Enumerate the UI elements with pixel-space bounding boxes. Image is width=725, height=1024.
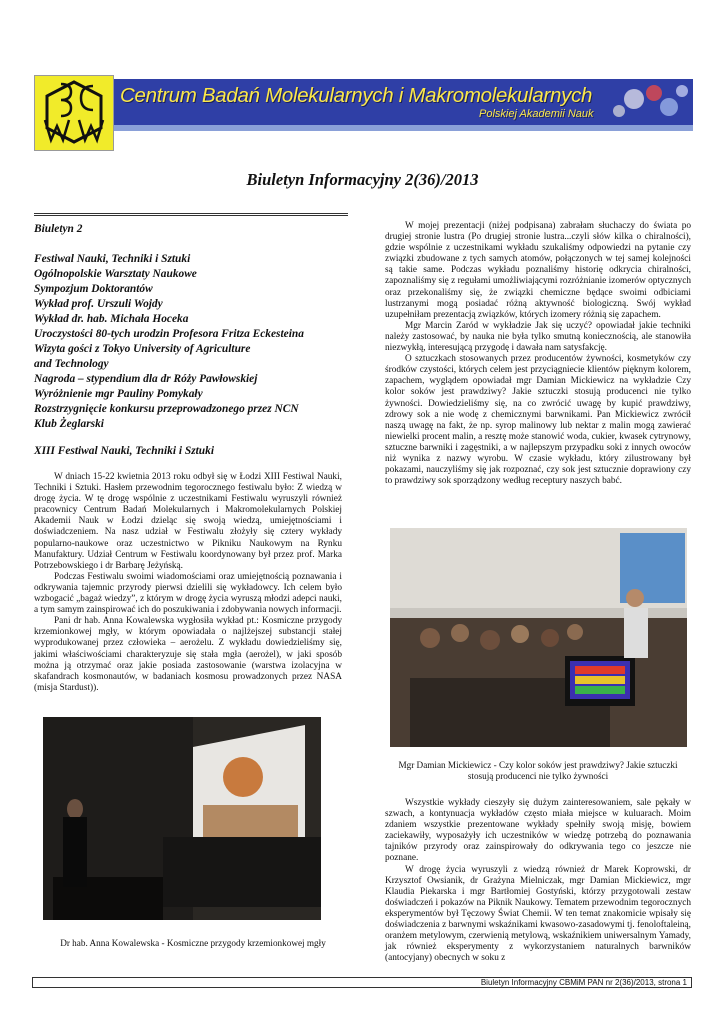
divider <box>34 215 348 216</box>
lecture-photo-kowalewska <box>43 717 321 920</box>
article-right-column-continued <box>385 798 691 964</box>
toc-item: Wykład prof. Urszuli Wojdy <box>34 298 163 310</box>
paragraph: Wszystkie wykłady cieszyły się dużym zainteresowaniem, sale pękały w szwach, a kontynuacja wykładów często miała miejsce w kuluarach. Moim zdaniem wszystkie prezentowane wykłady spełniły swoją misję, bowiem zaciekawiły, wyposażyły ich uczestników w wiedzę potrzebą do poznawania tajników przyrody oraz zainspirowały do odkrywania tego co jeszcze nie poznane. <box>385 798 691 864</box>
toc-item: Sympozjum Doktorantów <box>34 283 153 295</box>
paragraph: Podczas Festiwalu swoimi wiadomościami oraz umiejętnością poznawania i odkrywania tajemnic przyrody pierwsi dzielili się wykładowcy. Ich celem było wzbogacić „bagaż wiedzy”, z którym w drogę życia wyruszą młodzi adepci nauki, a tym samym zainspirować ich do poszukiwania i zdobywania nowych informacji. <box>34 571 342 616</box>
paragraph: W mojej prezentacji (niżej podpisana) zabrałam słuchaczy do świata po drugiej stronie lustra (Po drugiej stronie lustra...czyli słów kilka o chiralności), gdzie wspólnie z uczestnikami wykładu szukaliśmy odpowiedzi na pytanie czy związki zbudowane z tych samych atomów, połączonych w tej samej kolejności są takie same. Podczas wykładu poznaliśmy historię odkrycia chiralności, zapoznaliśmy się z regułami umożliwiającymi rozróżnianie izomerów optycznych oraz przekonaliśmy się, że związki chemiczne będące swoimi odbiciami lustrzanymi mogą posiadać różną aktywność biologiczną. Swój wykład uzupełniłam prezentacją związków, których izomery różnią się zapachem. <box>385 221 691 320</box>
divider <box>34 213 348 214</box>
article-right-column <box>385 221 691 487</box>
toc-item: and Technology <box>34 358 109 370</box>
article-left-column <box>34 472 342 694</box>
header-underline <box>114 125 693 131</box>
toc-item: Nagroda – stypendium dla dr Róży Pawłowskiej <box>34 373 258 385</box>
toc-item: Klub Żeglarski <box>34 418 104 430</box>
cbmm-logo <box>34 75 114 151</box>
paragraph: Pani dr hab. Anna Kowalewska wygłosiła wykład pt.: Kosmiczne przygody krzemionkowej mgły, w którym opowiadała o najlżejszej substancji stałej wyprodukowanej przez człowieka – aerożelu. Z wykładu dowiedzieliśmy się, jakimi właściwościami charakteryzuje się stała mgła (aerożel), w jaki sposób można ją otrzymać oraz jakie posiada zastosowanie (warstwa izolacyjna w skafandrach kosmonautów, w badaniach kosmosu prowadzonych przez NASA (misja Stardust)). <box>34 616 342 693</box>
page-footer: Biuletyn Informacyjny CBMiM PAN nr 2(36)/2013, strona 1 <box>32 977 692 988</box>
toc-item: Wykład dr. hab. Michała Hoceka <box>34 313 189 325</box>
toc-item: Ogólnopolskie Warsztaty Naukowe <box>34 268 197 280</box>
paragraph: O sztuczkach stosowanych przez producentów żywności, kosmetyków czy środków czystości, których celem jest przyciągniecie klientów pięknym kolorem, zapachem, wyglądem opowiadał mgr Damian Mickiewicz na wykładzie Czy kolor soków jest prawdziwy? Jakie sztuczki stosują producenci nie tylko żywności. Dowiedzieliśmy się, na co zwrócić uwagę by kupić prawdziwy, zdrowy sok a nie wodę z chemicznymi barwnikami. Pan Mickiewicz zwrócił naszą uwagę na fakt, że np. syrop malinowy lub nektar z malin mogą zawierać niewielki procent malin, a resztę może stanowić woda, cukier, kwasek cytrynowy, sztuczne barwniki i zagęstniki, a w najlepszym przypadku soki z innych owoców niż wynika z nazwy wyrobu. W czasie wykładu, który zilustrowany był pokazami, nauczyliśmy się jak rozpoznać, czy sok jest sztucznie doprawiony czy to prawdziwy sok sporządzony według receptury naszych babć. <box>385 354 691 487</box>
paragraph: W dniach 15-22 kwietnia 2013 roku odbył się w Łodzi XIII Festiwal Nauki, Techniki i Sztuki. Hasłem przewodnim tegorocznego festiwalu było: Z wiedzą w drogę życia. W tę drogę wspólnie z uczestnikami Festiwalu wyruszyli również pracownicy Centrum Badań Molekularnych i Makromolekularnych Polskiej Akademii Nauk w Łodzi dzieląc się swoją wiedzą, umiejętnościami i doświadczeniem. Na nasz udział w Festiwalu złożyły się cztery wykłady popularno-naukowe oraz uczestnictwo w Pikniku Naukowym na Rynku Manufaktury. Udział Centrum w Festiwalu koordynowany był przez prof. Marka Potrzebowskiego i dr Barbarę Jeżyńską. <box>34 472 342 571</box>
toc-item: Uroczystości 80-tych urodzin Profesora Fritza Eckesteina <box>34 328 304 340</box>
section-title: XIII Festiwal Nauki, Techniki i Sztuki <box>34 445 214 457</box>
paragraph: Mgr Marcin Zaród w wykładzie Jak się uczyć? opowiadał jakie techniki należy zastosować, by nauka nie była tylko smutną koniecznością, ale stanowiła niezwykłą, interesującą przygodę i dawała nam satysfakcję. <box>385 320 691 354</box>
toc-heading: Biuletyn 2 <box>34 223 83 235</box>
toc-item: Rozstrzygnięcie konkursu przeprowadzonego przez NCN <box>34 403 299 415</box>
header-title: Centrum Badań Molekularnych i Makromolekularnych <box>120 84 593 107</box>
toc-item: Wyróżnienie mgr Pauliny Pomykały <box>34 388 203 400</box>
table-of-contents <box>34 222 344 432</box>
paragraph: W drogę życia wyruszyli z wiedzą również dr Marek Koprowski, dr Krzysztof Owsianik, dr Grażyna Mielniczak, mgr Damian Mickiewicz, mgr Klaudia Piekarska i mgr Bartłomiej Gostyński, którzy przygotowali zestaw doświadczeń i pokazów na Piknik Naukowy. Tematem przewodnim tegorocznych eksperymentów był Tęczowy Świat Chemii. W ten temat znakomicie wpisały się doświadczenia z barwnymi wskaźnikami kwasowo-zasadowymi tj. fenoloftaleiną, oranżem metylowym, czerwienią metylową, wskaźnikiem uniwersalnym Yamady, jak również eksperymenty z wykorzystaniem naturalnych barwników (antocyjany) obecnych w soku z <box>385 864 691 964</box>
toc-item: Festiwal Nauki, Techniki i Sztuki <box>34 253 191 265</box>
header-subtitle: Polskiej Akademii Nauk <box>479 108 594 120</box>
photo-caption: Dr hab. Anna Kowalewska - Kosmiczne przygody krzemionkowej mgły <box>60 938 326 948</box>
issue-title: Biuletyn Informacyjny 2(36)/2013 <box>246 170 479 189</box>
lecture-photo-mickiewicz <box>390 528 687 747</box>
toc-item: Wizyta gości z Tokyo University of Agriculture <box>34 343 251 355</box>
cbmm-logo-mark <box>35 76 113 150</box>
photo-caption: Mgr Damian Mickiewicz - Czy kolor soków jest prawdziwy? Jakie sztuczki stosują producenci nie tylko żywności <box>398 760 678 781</box>
